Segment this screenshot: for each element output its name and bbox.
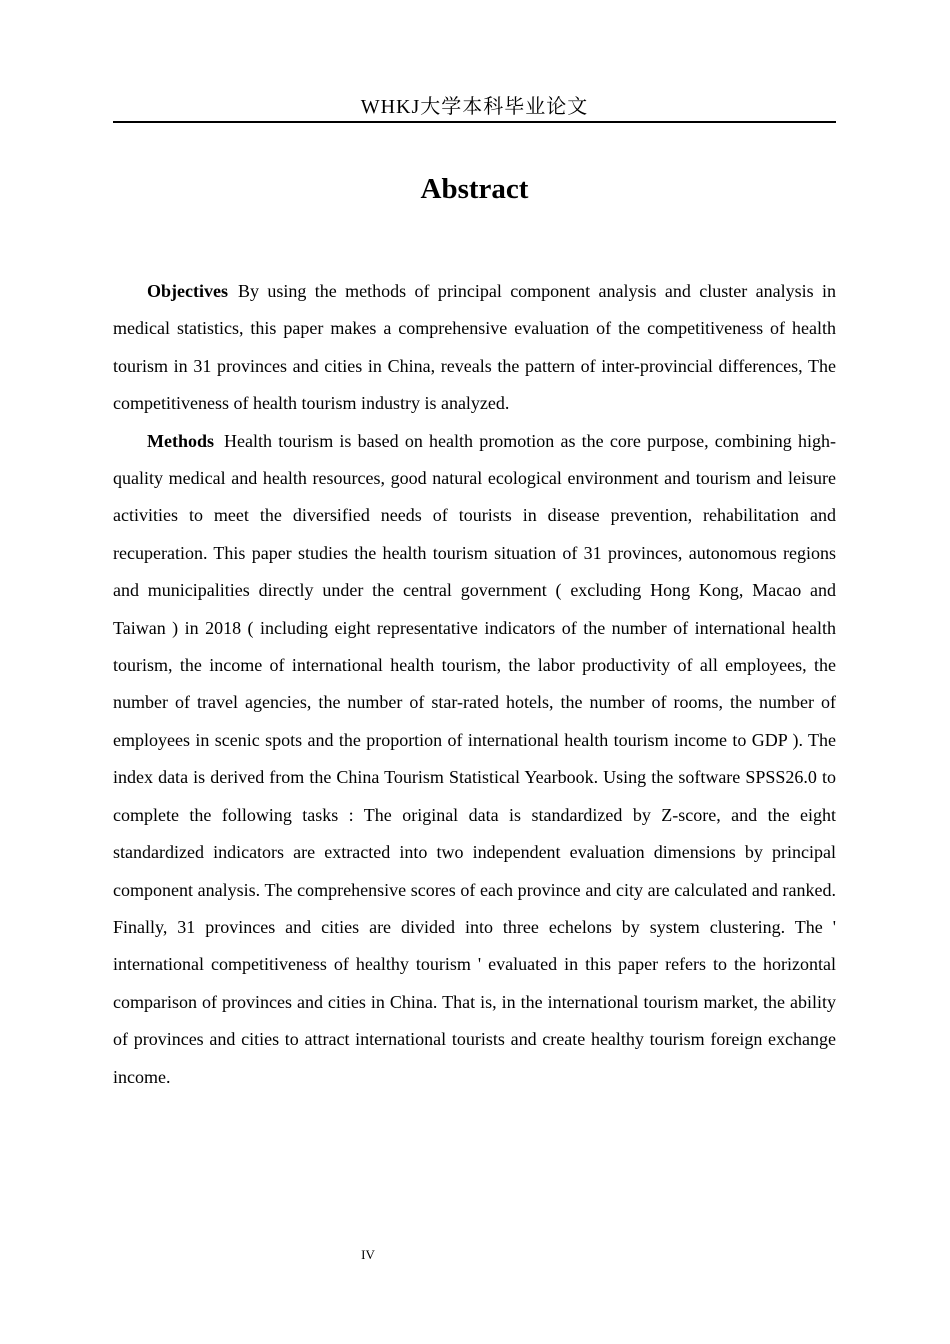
abstract-body — [113, 273, 836, 1096]
methods-label: Methods — [147, 430, 214, 451]
abstract-title: Abstract — [420, 173, 529, 205]
methods-paragraph — [113, 423, 836, 1096]
objectives-paragraph — [113, 273, 836, 423]
header-rule — [113, 121, 836, 123]
methods-text: Health tourism is based on health promotion as the core purpose, combining high-quality medical and health resources, good natural ecological environment and tourism and leisure activities to meet the diversified needs of tourists in disease prevention, rehabilitation and recuperation. This paper studies the health tourism situation of 31 provinces, autonomous regions and municipalities directly under the central government ( excluding Hong Kong, Macao and Taiwan ) in 2018 ( including eight representative indicators of the number of international health tourism, the income of international health tourism, the labor productivity of all employees, the number of travel agencies, the number of star-rated hotels, the number of rooms, the number of employees in scenic spots and the proportion of international health tourism income to GDP ). The index data is derived from the China Tourism Statistical Yearbook. Using the software SPSS26.0 to complete the following tasks : The original data is standardized by Z-score, and the eight standardized indicators are extracted into two independent evaluation dimensions by principal component analysis. The comprehensive scores of each province and city are calculated and ranked. Finally, 31 provinces and cities are divided into three echelons by system clustering. The ' international competitiveness of healthy tourism ' evaluated in this paper refers to the horizontal comparison of provinces and cities in China. That is, in the international tourism market, the ability of provinces and cities to attract international tourists and create healthy tourism foreign exchange income. — [113, 430, 836, 1087]
page-number: IV — [361, 1247, 375, 1262]
objectives-text: By using the methods of principal component analysis and cluster analysis in medical statistics, this paper makes a comprehensive evaluation of the competitiveness of health tourism in 31 provinces and cities in China, reveals the pattern of inter-provincial differences, The competitiveness of health tourism industry is analyzed. — [113, 281, 836, 414]
running-header: WHKJ大学本科毕业论文 — [360, 96, 589, 118]
objectives-label: Objectives — [147, 281, 228, 301]
